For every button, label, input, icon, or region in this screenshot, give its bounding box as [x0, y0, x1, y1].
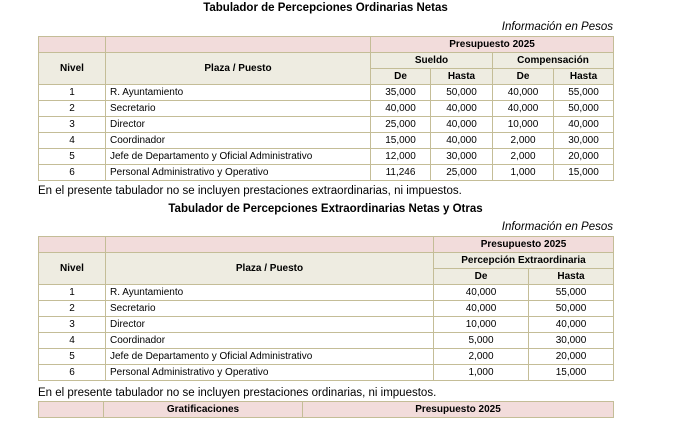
sueldo-de-cell: 40,000 — [371, 101, 431, 117]
document-page — [38, 2, 613, 418]
table-row — [39, 301, 614, 317]
gratificaciones-table — [38, 401, 614, 418]
sueldo-hasta-cell: 25,000 — [431, 165, 493, 181]
table-row — [39, 85, 614, 101]
comp-de-cell: 10,000 — [493, 117, 554, 133]
empty-cell — [106, 37, 371, 53]
sueldo-de-cell: 12,000 — [371, 149, 431, 165]
sueldo-hasta-cell: 40,000 — [431, 101, 493, 117]
plaza-cell: Coordinador — [106, 333, 434, 349]
nivel-cell: 6 — [39, 365, 106, 381]
plaza-cell: Jefe de Departamento y Oficial Administrativo — [106, 349, 434, 365]
empty-cell — [39, 37, 106, 53]
table-row — [39, 365, 614, 381]
nivel-cell: 1 — [39, 285, 106, 301]
plaza-puesto-header: Plaza / Puesto — [106, 253, 434, 285]
comp-hasta-cell: 50,000 — [554, 101, 614, 117]
plaza-cell: Coordinador — [106, 133, 371, 149]
de-cell: 40,000 — [434, 301, 529, 317]
plaza-cell: Personal Administrativo y Operativo — [106, 165, 371, 181]
presupuesto-2025-header: Presupuesto 2025 — [434, 237, 614, 253]
empty-cell — [106, 237, 434, 253]
plaza-cell: Secretario — [106, 101, 371, 117]
hasta-header: Hasta — [431, 69, 493, 85]
plaza-cell: Personal Administrativo y Operativo — [106, 365, 434, 381]
compensacion-header: Compensación — [493, 53, 614, 69]
percepcion-extraordinaria-header: Percepción Extraordinaria — [434, 253, 614, 269]
nivel-cell: 2 — [39, 101, 106, 117]
extraordinary-perceptions-table — [38, 236, 614, 381]
comp-de-cell: 40,000 — [493, 101, 554, 117]
de-cell: 2,000 — [434, 349, 529, 365]
gratificaciones-header: Gratificaciones — [104, 402, 303, 418]
plaza-cell: R. Ayuntamiento — [106, 85, 371, 101]
table-row — [39, 317, 614, 333]
empty-cell — [39, 237, 106, 253]
ordinary-table-title: Tabulador de Percepciones Ordinarias Netas — [203, 2, 448, 14]
sueldo-hasta-cell: 40,000 — [431, 117, 493, 133]
nivel-cell: 3 — [39, 317, 106, 333]
de-cell: 5,000 — [434, 333, 529, 349]
nivel-cell: 3 — [39, 117, 106, 133]
presupuesto-2025-header: Presupuesto 2025 — [303, 402, 614, 418]
comp-de-cell: 1,000 — [493, 165, 554, 181]
presupuesto-2025-header: Presupuesto 2025 — [371, 37, 614, 53]
group-header-row — [39, 253, 614, 269]
hasta-cell: 55,000 — [529, 285, 614, 301]
sueldo-de-cell: 25,000 — [371, 117, 431, 133]
comp-hasta-cell: 20,000 — [554, 149, 614, 165]
plaza-cell: Director — [106, 317, 434, 333]
de-header: De — [371, 69, 431, 85]
nivel-cell: 5 — [39, 149, 106, 165]
comp-hasta-cell: 55,000 — [554, 85, 614, 101]
nivel-cell: 6 — [39, 165, 106, 181]
table-row — [39, 165, 614, 181]
table-row — [39, 285, 614, 301]
group-header-row — [39, 53, 614, 69]
comp-hasta-cell: 30,000 — [554, 133, 614, 149]
de-cell: 10,000 — [434, 317, 529, 333]
de-header: De — [434, 269, 529, 285]
table-row — [39, 333, 614, 349]
plaza-cell: Secretario — [106, 301, 434, 317]
hasta-cell: 30,000 — [529, 333, 614, 349]
nivel-cell: 4 — [39, 333, 106, 349]
sueldo-de-cell: 35,000 — [371, 85, 431, 101]
comp-de-cell: 40,000 — [493, 85, 554, 101]
sueldo-hasta-cell: 40,000 — [431, 133, 493, 149]
nivel-header: Nivel — [39, 253, 106, 285]
table-row — [39, 149, 614, 165]
hasta-header: Hasta — [554, 69, 614, 85]
plaza-puesto-header: Plaza / Puesto — [106, 53, 371, 85]
nivel-cell: 5 — [39, 349, 106, 365]
table-row — [39, 133, 614, 149]
nivel-cell: 1 — [39, 85, 106, 101]
ordinary-table-footnote: En el presente tabulador no se incluyen prestaciones extraordinarias, ni impuestos. — [38, 185, 462, 197]
plaza-cell: Jefe de Departamento y Oficial Administrativo — [106, 149, 371, 165]
comp-de-cell: 2,000 — [493, 133, 554, 149]
table-row — [39, 101, 614, 117]
plaza-cell: R. Ayuntamiento — [106, 285, 434, 301]
sueldo-hasta-cell: 30,000 — [431, 149, 493, 165]
hasta-cell: 40,000 — [529, 317, 614, 333]
de-cell: 1,000 — [434, 365, 529, 381]
comp-de-cell: 2,000 — [493, 149, 554, 165]
table-row — [39, 349, 614, 365]
empty-cell — [39, 402, 104, 418]
sueldo-hasta-cell: 50,000 — [431, 85, 493, 101]
de-header: De — [493, 69, 554, 85]
gratificaciones-header-row — [39, 402, 614, 418]
presupuesto-row — [39, 237, 614, 253]
sueldo-de-cell: 15,000 — [371, 133, 431, 149]
nivel-cell: 2 — [39, 301, 106, 317]
ordinary-perceptions-table — [38, 36, 614, 181]
comp-hasta-cell: 40,000 — [554, 117, 614, 133]
info-en-pesos-label-1: Información en Pesos — [501, 21, 613, 33]
hasta-cell: 20,000 — [529, 349, 614, 365]
extraordinary-table-footnote: En el presente tabulador no se incluyen prestaciones ordinarias, ni impuestos. — [38, 387, 437, 399]
de-cell: 40,000 — [434, 285, 529, 301]
nivel-cell: 4 — [39, 133, 106, 149]
presupuesto-row — [39, 37, 614, 53]
hasta-cell: 15,000 — [529, 365, 614, 381]
info-en-pesos-label-2: Información en Pesos — [501, 221, 613, 233]
hasta-header: Hasta — [529, 269, 614, 285]
comp-hasta-cell: 15,000 — [554, 165, 614, 181]
hasta-cell: 50,000 — [529, 301, 614, 317]
nivel-header: Nivel — [39, 53, 106, 85]
sueldo-header: Sueldo — [371, 53, 493, 69]
sueldo-de-cell: 11,246 — [371, 165, 431, 181]
table-row — [39, 117, 614, 133]
extraordinary-table-title: Tabulador de Percepciones Extraordinarias Netas y Otras — [168, 203, 483, 215]
plaza-cell: Director — [106, 117, 371, 133]
